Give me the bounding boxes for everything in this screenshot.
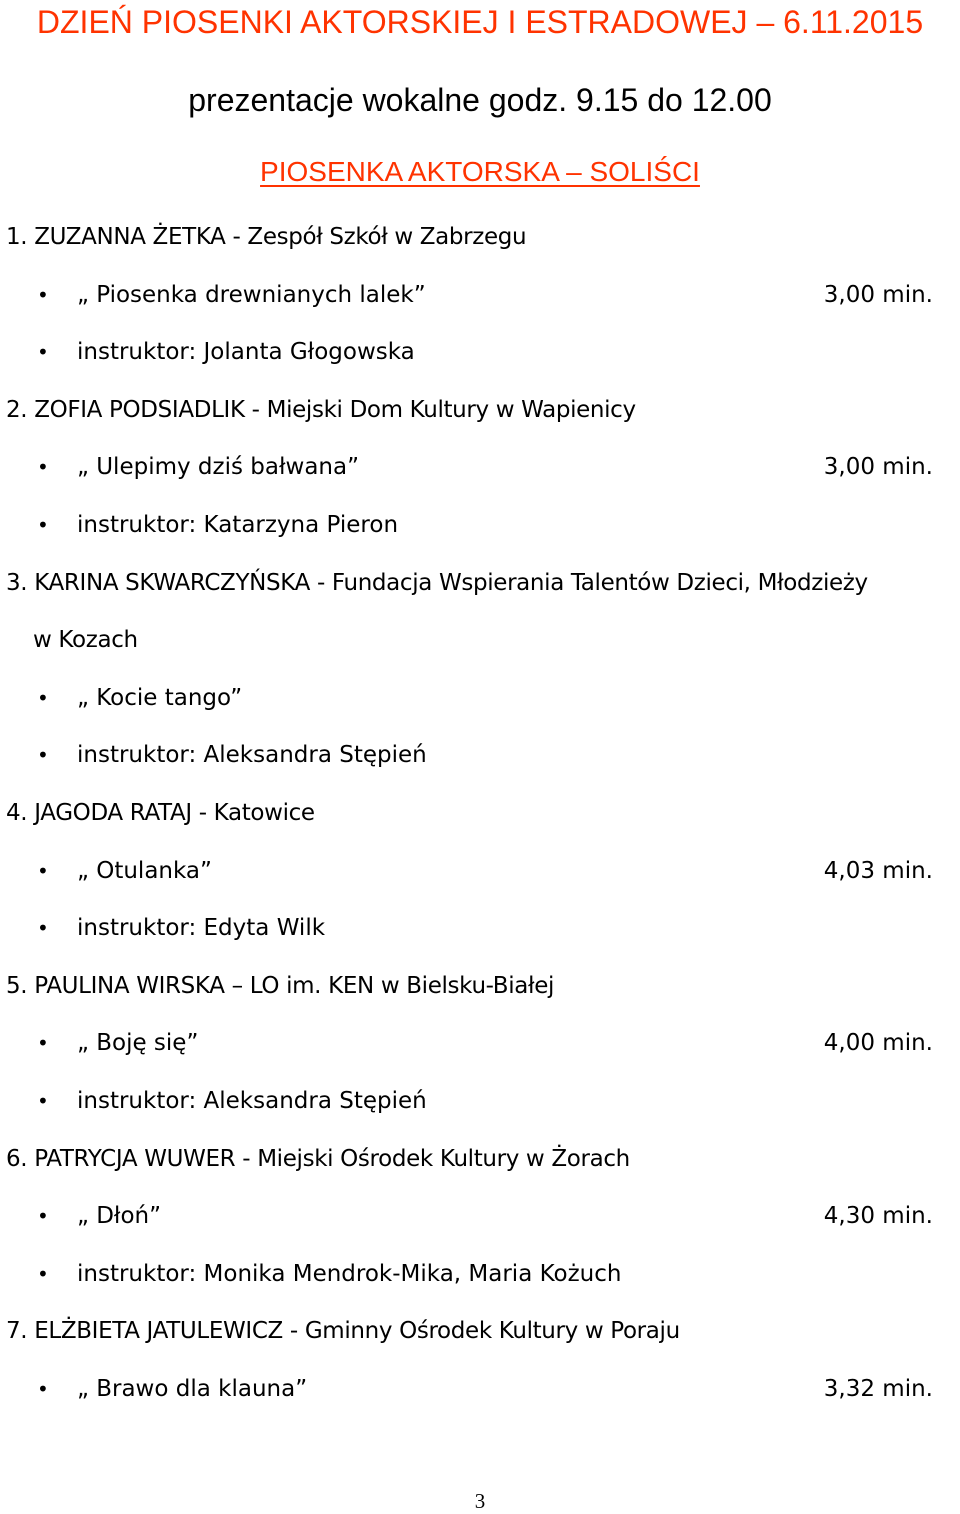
performer-heading: 2. ZOFIA PODSIADLIK - Miejski Dom Kultury w Wapienicy: [6, 396, 636, 423]
instructor-row: [0, 1073, 960, 1131]
instructor-row: [0, 497, 960, 555]
bullet-icon: •: [37, 282, 49, 307]
performer-heading: 6. PATRYCJA WUWER - Miejski Ośrodek Kultury w Żorach: [6, 1145, 630, 1172]
bullet-icon: •: [37, 1261, 49, 1286]
instructor-name: instruktor: Aleksandra Stępień: [77, 1087, 427, 1114]
song-row: [0, 1015, 960, 1073]
section-heading: PIOSENKA AKTORSKA – SOLIŚCI: [260, 156, 700, 187]
bullet-icon: •: [37, 1088, 49, 1113]
instructor-row: [0, 1246, 960, 1304]
instructor-row: [0, 900, 960, 958]
song-row: [0, 1188, 960, 1246]
bullet-icon: •: [37, 340, 49, 365]
song-duration: 4,30 min.: [823, 1203, 933, 1230]
song-title: „ Ulepimy dziś bałwana”: [77, 454, 359, 481]
song-duration: 4,00 min.: [823, 1030, 933, 1057]
instructor-name: instruktor: Jolanta Głogowska: [77, 339, 415, 366]
page-title: DZIEŃ PIOSENKI AKTORSKIEJ I ESTRADOWEJ – 6.11.2015: [36, 4, 924, 40]
song-row: [0, 1361, 960, 1419]
song-row: [0, 843, 960, 901]
bullet-icon: •: [37, 743, 49, 768]
song-duration: 3,32 min.: [823, 1375, 933, 1402]
song-title: „ Kocie tango”: [77, 684, 243, 711]
page-number: 3: [474, 1489, 486, 1513]
performer-heading: 7. ELŻBIETA JATULEWICZ - Gminny Ośrodek Kultury w Poraju: [6, 1318, 680, 1345]
song-title: „ Otulanka”: [77, 857, 212, 884]
bullet-icon: •: [37, 1204, 49, 1229]
song-title: „ Boję się”: [77, 1030, 199, 1057]
performer-heading: 5. PAULINA WIRSKA – LO im. KEN w Bielsku-Białej: [6, 972, 555, 999]
instructor-name: instruktor: Monika Mendrok-Mika, Maria Kożuch: [77, 1260, 622, 1287]
instructor-name: instruktor: Katarzyna Pieron: [77, 511, 399, 538]
page-subtitle: prezentacje wokalne godz. 9.15 do 12.00: [188, 82, 772, 118]
bullet-icon: •: [37, 858, 49, 883]
bullet-icon: •: [37, 455, 49, 480]
bullet-icon: •: [37, 1031, 49, 1056]
song-title: „ Dłoń”: [77, 1203, 162, 1230]
bullet-icon: •: [37, 512, 49, 537]
song-row: [0, 439, 960, 497]
bullet-icon: •: [37, 1376, 49, 1401]
performer-heading-continuation: w Kozach: [33, 627, 138, 654]
instructor-name: instruktor: Aleksandra Stępień: [77, 742, 427, 769]
performer-list: [0, 209, 960, 1418]
instructor-name: instruktor: Edyta Wilk: [77, 915, 326, 942]
song-duration: 3,00 min.: [823, 281, 933, 308]
song-title: „ Piosenka drewnianych lalek”: [77, 281, 426, 308]
song-row: [0, 670, 960, 728]
song-duration: 3,00 min.: [823, 454, 933, 481]
bullet-icon: •: [37, 685, 49, 710]
song-row: [0, 267, 960, 325]
song-duration: 4,03 min.: [823, 857, 933, 884]
performer-heading: 3. KARINA SKWARCZYŃSKA - Fundacja Wspierania Talentów Dzieci, Młodzieży: [6, 569, 868, 596]
song-title: „ Brawo dla klauna”: [77, 1375, 308, 1402]
performer-heading: 1. ZUZANNA ŻETKA - Zespół Szkół w Zabrzegu: [6, 224, 527, 250]
instructor-row: [0, 727, 960, 785]
bullet-icon: •: [37, 916, 49, 941]
instructor-row: [0, 324, 960, 382]
performer-heading: 4. JAGODA RATAJ - Katowice: [6, 799, 315, 826]
